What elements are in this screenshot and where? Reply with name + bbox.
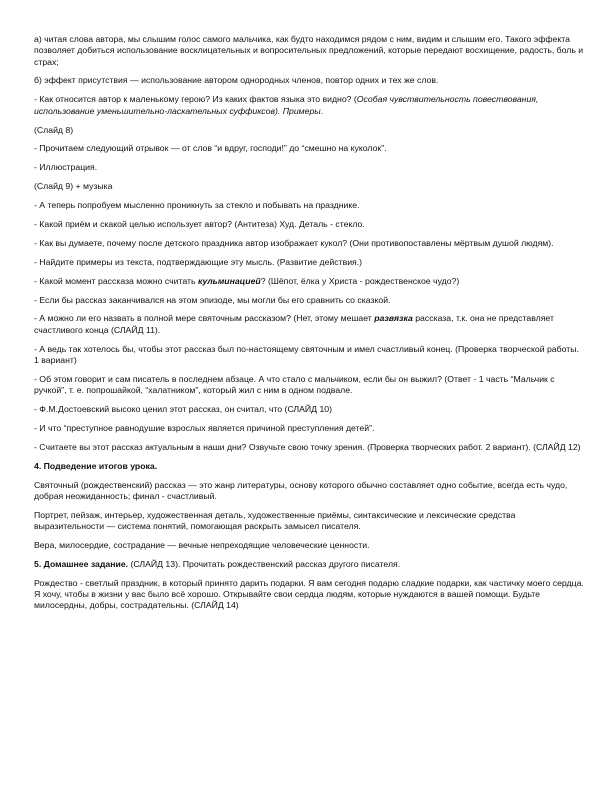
paragraph-p5: - Прочитаем следующий отрывок — от слов “и вдруг, господи!” до “смешно на куколок”.	[34, 143, 387, 154]
paragraph-p14: - А можно ли его назвать в полной мере святочным рассказом? (Нет, этому мешает развязка рассказа, т.к. она не представляет счастливого конца (СЛАЙД 11).	[34, 313, 554, 335]
section-heading-summary: 4. Подведение итогов урока.	[34, 460, 158, 471]
paragraph-p3: - Как относится автор к маленькому герою? Из каких фактов языка это видно? (Особая чувствительность повествования, использование уменьшительно-ласкательных суффиксов). Примеры.	[34, 94, 539, 116]
paragraph-p19: - Считаете вы этот рассказ актуальным в наши дни? Озвучьте свою точку зрения. (Проверка творческих работ. 2 вариант). (СЛАЙД 12)	[34, 441, 581, 452]
paragraph-p15: - А ведь так хотелось бы, чтобы этот рассказ был по-настоящему святочным и имел счастливый конец. (Проверка творческой работы. 1 вариант)	[34, 343, 579, 365]
paragraph-p18: - И что “преступное равнодушие взрослых является причиной преступления детей”.	[34, 422, 375, 433]
paragraph-p12: - Какой момент рассказа можно считать кульминацией? (Шёпот, ёлка у Христа - рождественское чудо?)	[34, 275, 460, 286]
term-denouement: развязка	[374, 313, 413, 324]
paragraph-p13: - Если бы рассказ заканчивался на этом эпизоде, мы могли бы его сравнить со сказкой.	[34, 294, 391, 305]
paragraph-p2: б) эффект присутствия — использование автором однородных членов, повтор одних и тех же слов.	[34, 75, 439, 86]
paragraph-p25: Рождество - светлый праздник, в который принято дарить подарки. Я вам сегодня подарю сладкие подарки, как частичку моего сердца. Я хочу, чтобы в жизни у вас было всё хорошо. Открывайте свои сердца людям, которые нуждаются в вашей помощи. Будьте милосердны, добры, сострадательны. (СЛАЙД 14)	[34, 577, 584, 611]
paragraph-p9: - Какой приём и скакой целью использует автор? (Антитеза) Худ. Деталь - стекло.	[34, 219, 365, 230]
paragraph-p6: - Иллюстрация.	[34, 162, 98, 173]
paragraph-p10: - Как вы думаете, почему после детского праздника автор изображает кукол? (Они противопоставлены мёртвым душой людям).	[34, 237, 554, 248]
section-heading-homework: 5. Домашнее задание. (СЛАЙД 13). Прочитать рождественский рассказ другого писателя.	[34, 558, 401, 569]
term-climax: кульминацией	[197, 275, 261, 286]
document-page	[34, 34, 586, 619]
paragraph-p16: - Об этом говорит и сам писатель в последнем абзаце. А что стало с мальчиком, если бы он выжил? (Ответ - 1 часть “Мальчик с ручкой”, т. е. попрошайкой, “халатником”, который жил с ним в одном подвале.	[34, 373, 555, 396]
paragraph-p23: Вера, милосердие, сострадание — вечные непреходящие человеческие ценности.	[34, 539, 370, 550]
paragraph-p8: - А теперь попробуем мысленно проникнуть за стекло и побывать на празднике.	[34, 200, 360, 211]
paragraph-p1: а) читая слова автора, мы слышим голос самого мальчика, как будто находимся рядом с ним, видим и слышим его. Такого эффекта позволяет добиться использование восклицательных и вопросительных предложений, которые передают восхищение, радость, боль и страх;	[34, 34, 584, 67]
paragraph-p11: - Найдите примеры из текста, подтверждающие эту мысль. (Развитие действия.)	[34, 256, 363, 267]
paragraph-p17: - Ф.М.Достоевский высоко ценил этот рассказ, он считал, что (СЛАЙД 10)	[34, 404, 333, 415]
paragraph-p21: Святочный (рождественский) рассказ — это жанр литературы, основу которого обычно составляет одно событие, всегда есть чудо, добрая неожиданность; финал - счастливый.	[34, 479, 568, 501]
paragraph-p22: Портрет, пейзаж, интерьер, художественная деталь, художественные приёмы, синтаксические и лексические средства выразительности — система понятий, помогающая раскрыть замысел писателя.	[34, 509, 516, 532]
paragraph-p7: (Слайд 9) + музыка	[34, 181, 113, 192]
paragraph-p4: (Слайд 8)	[34, 124, 74, 135]
